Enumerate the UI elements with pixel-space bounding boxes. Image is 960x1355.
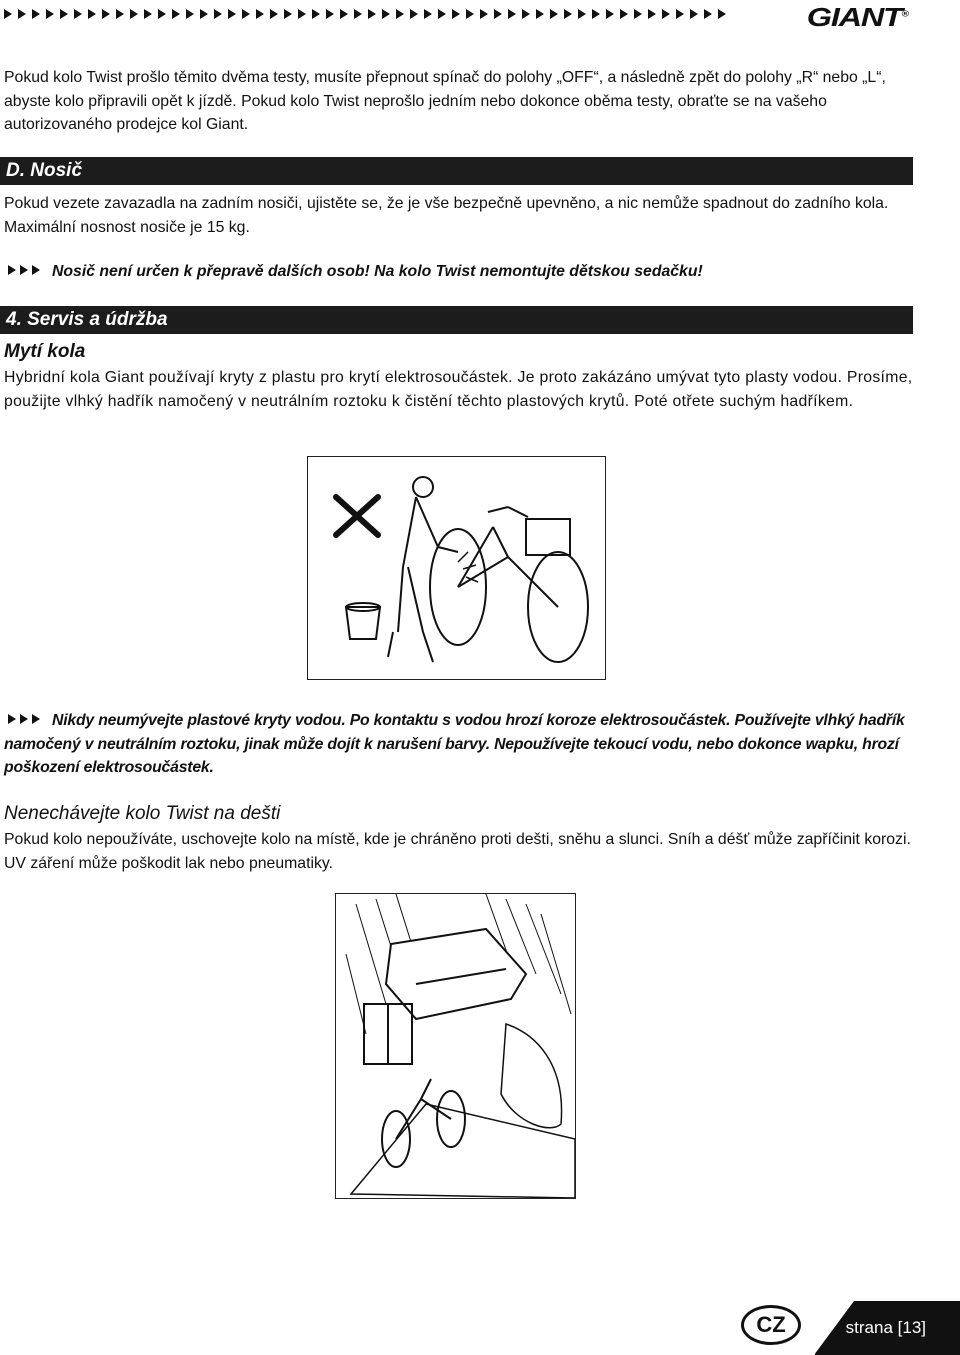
section-d-warning-text: Nosič není určen k přepravě dalších osob! Na kolo Twist nemontujte dětskou sedačku! <box>52 263 703 280</box>
giant-logo: GIANT® <box>807 2 908 32</box>
section-d-body: Pokud vezete zavazadla na zadním nosiči, ujistěte se, že je vše bezpečně upevněno, a nic nemůže spadnout do zadního kola. Maximální nosnost nosiče je 15 kg. <box>4 195 889 236</box>
figure-washing-prohibited <box>307 456 606 680</box>
wash-body: Hybridní kola Giant používají kryty z plastu pro krytí elektrosoučástek. Je proto zakázáno umývat tyto plasty vodou. Prosíme, použijte vlhký hadřík namočený v neutrálním roztoku k čistění těchto plastových krytů. Poté otřete suchým hadříkem. <box>4 369 913 410</box>
ground-icon <box>351 1024 575 1198</box>
bicycle-icon <box>430 507 588 662</box>
language-badge: CZ <box>741 1305 801 1345</box>
rain-illustration <box>336 894 575 1198</box>
shelter-roof-icon <box>386 929 526 1019</box>
wash-warning-text: Nikdy neumývejte plastové kryty vodou. Po kontaktu s vodou hrozí koroze elektrosoučástek. Používejte vlhký hadřík namočený v neutrálním roztoku, jinak může dojít k narušení barvy. Nepoužívejte tekoucí vodu, nebo dokonce wapku, hrozí poškození elektrosoučástek. <box>4 712 905 776</box>
warning-arrows-icon <box>8 709 44 733</box>
washing-illustration <box>308 457 605 679</box>
footer-wedge <box>814 1301 854 1355</box>
page-number-label: strana [13] <box>845 1318 926 1337</box>
bucket-icon <box>346 603 380 639</box>
bicycle-icon <box>382 1079 465 1167</box>
wash-warning <box>4 709 916 780</box>
header-arrow-strip <box>4 6 732 22</box>
section-d-warning <box>4 260 916 284</box>
page-number-bar <box>815 1301 960 1355</box>
section-d-title: D. Nosič <box>0 157 913 185</box>
section-4-title: 4. Servis a údržba <box>0 306 913 334</box>
intro-paragraph: Pokud kolo Twist prošlo těmito dvěma testy, musíte přepnout spínač do polohy „OFF“, a následně zpět do polohy „R“ nebo „L“, abyste kolo připravili opět k jízdě. Pokud kolo Twist neprošlo jedním nebo dokonce oběma testy, obraťte se na vašeho autorizovaného prodejce kol Giant. <box>4 69 886 133</box>
person-icon <box>388 477 458 662</box>
rain-heading: Nenechávejte kolo Twist na dešti <box>4 803 281 824</box>
wash-heading: Mytí kola <box>4 341 86 362</box>
window-icon <box>364 1004 412 1064</box>
rain-body: Pokud kolo nepoužíváte, uschovejte kolo na místě, kde je chráněno proti dešti, sněhu a slunci. Sníh a déšť může zapříčinit korozi. UV záření může poškodit lak nebo pneumatiky. <box>4 831 911 872</box>
figure-rain-shelter <box>335 893 576 1199</box>
warning-arrows-icon <box>8 260 44 284</box>
prohibited-cross-icon <box>336 497 378 535</box>
